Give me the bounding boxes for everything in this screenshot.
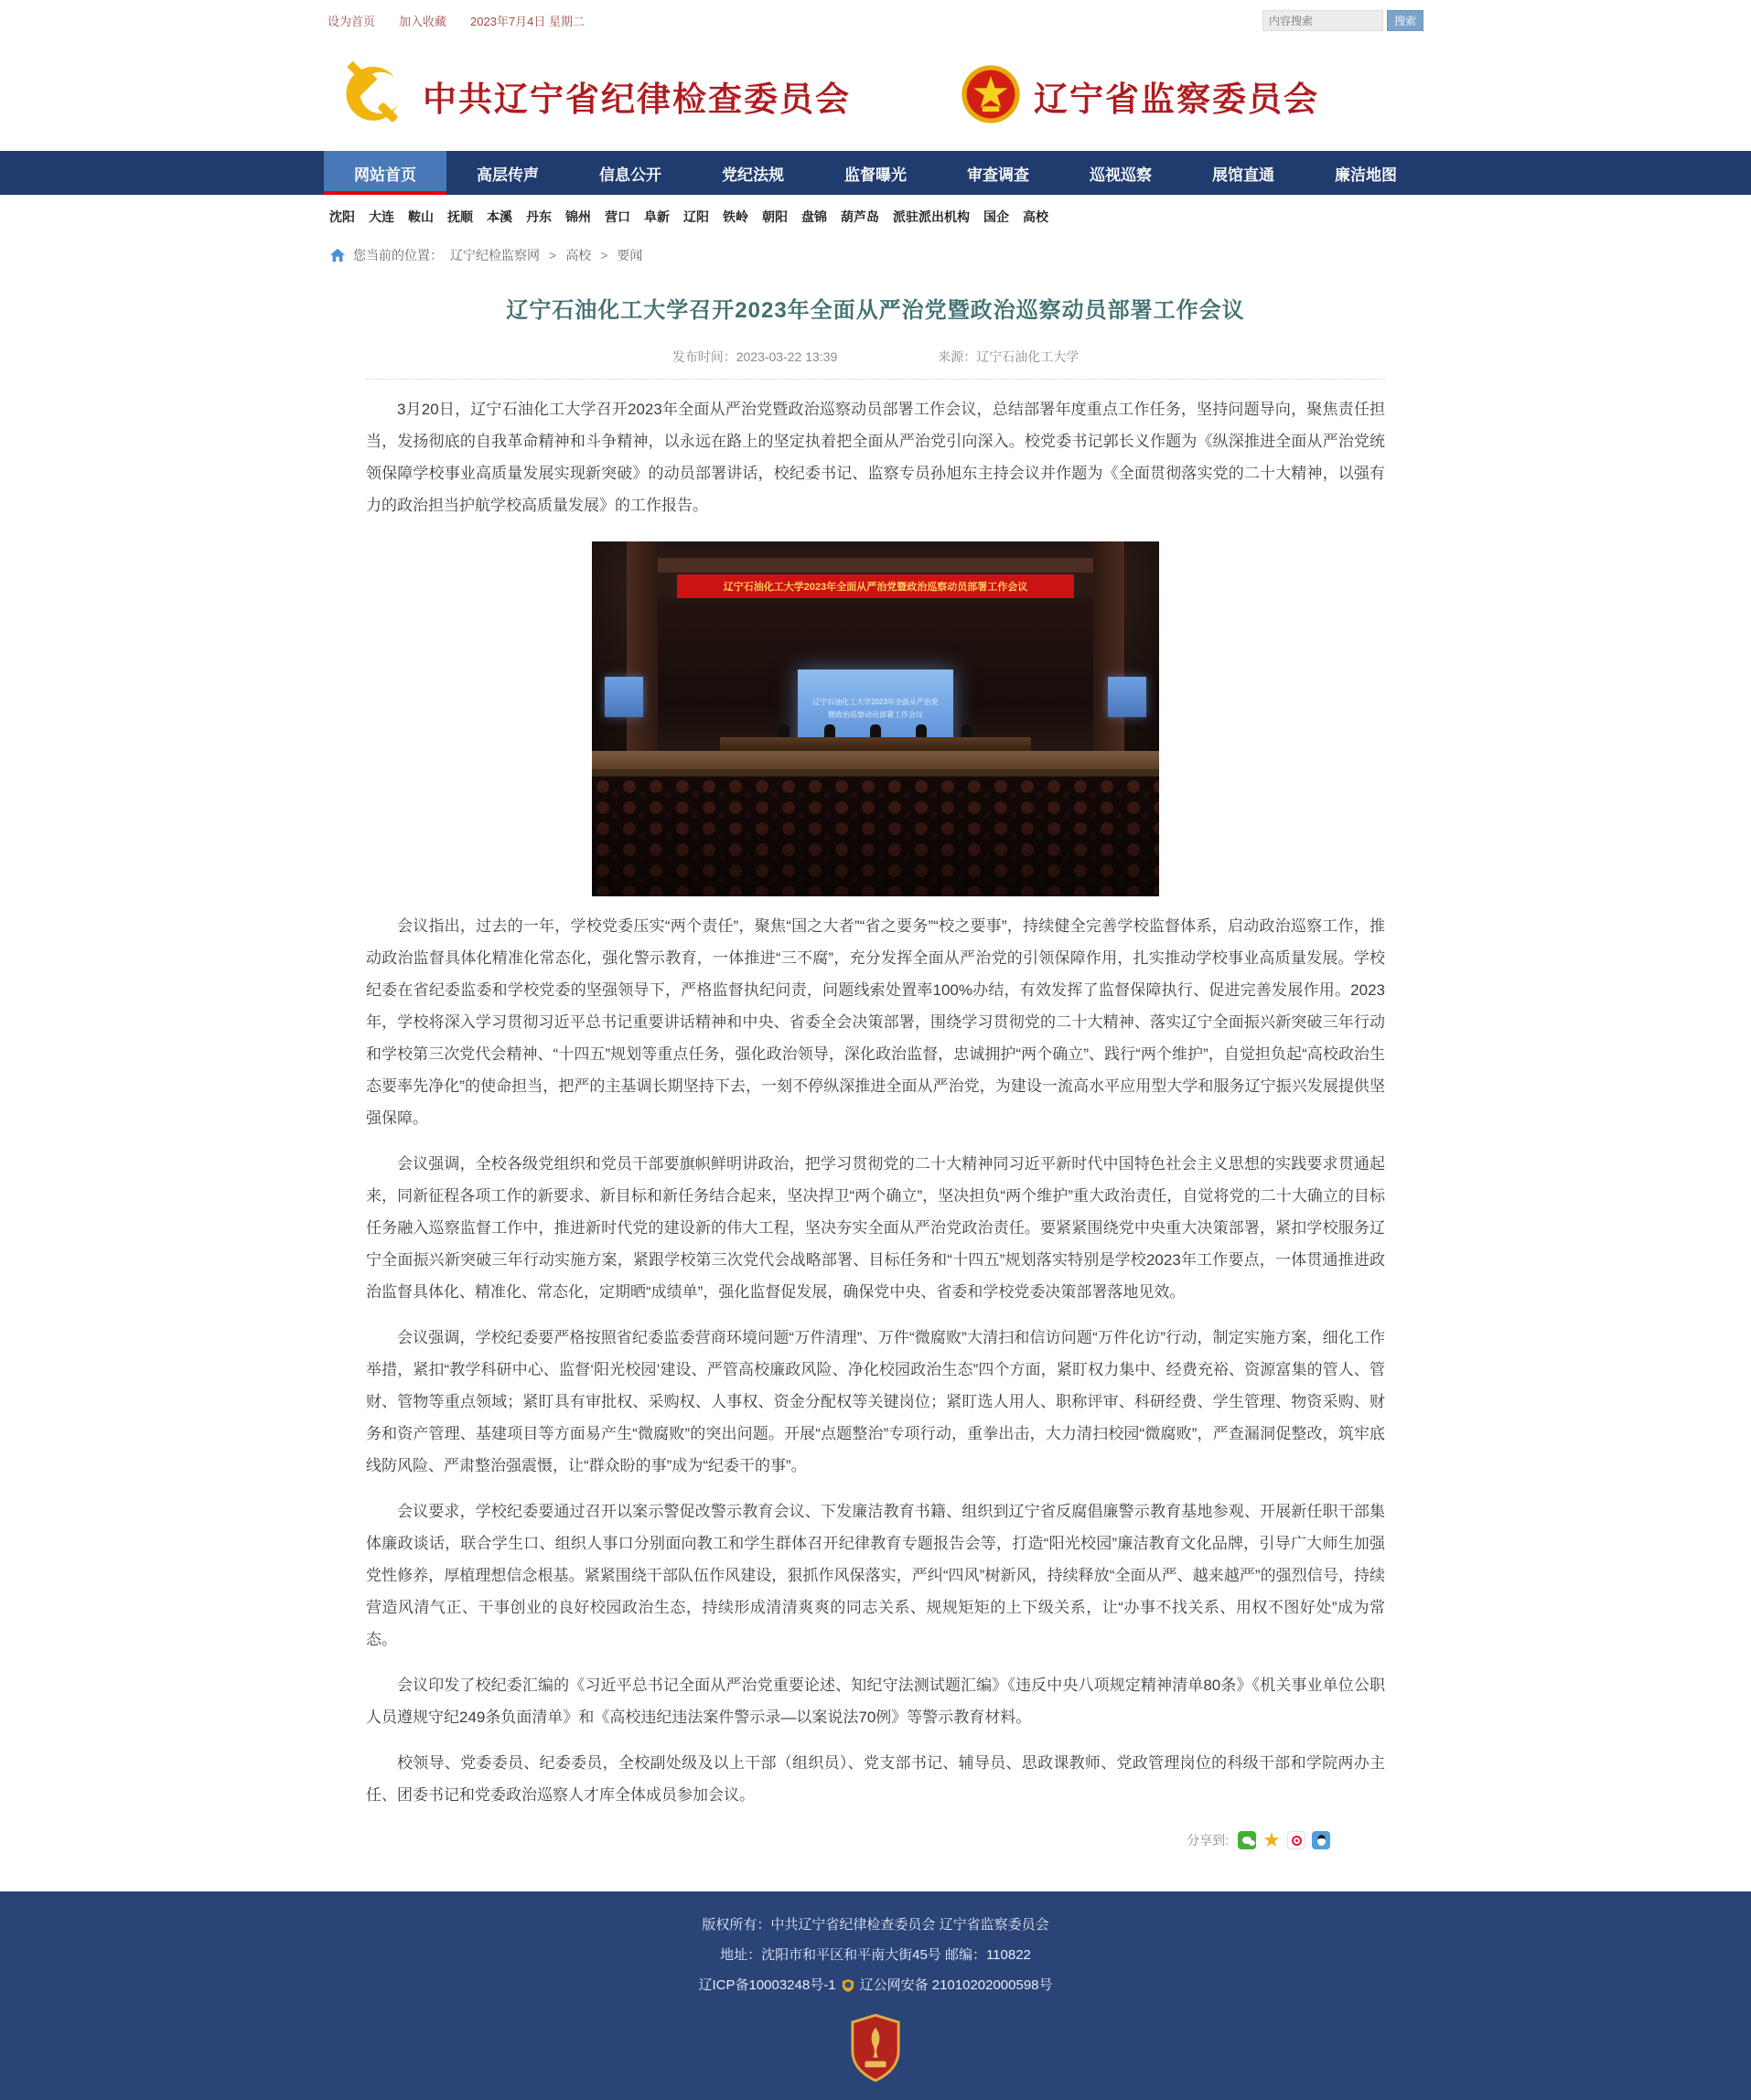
subnav-item[interactable]: 鞍山 bbox=[408, 209, 434, 224]
breadcrumb-separator: > bbox=[549, 248, 557, 262]
subnav-item[interactable]: 阜新 bbox=[644, 209, 670, 224]
subnav-item[interactable]: 高校 bbox=[1023, 209, 1048, 224]
breadcrumb-level1[interactable]: 高校 bbox=[565, 248, 592, 262]
site-footer bbox=[0, 1891, 1751, 2100]
breadcrumb-level2[interactable]: 要闻 bbox=[617, 248, 643, 262]
wechat-share-icon[interactable] bbox=[1238, 1831, 1256, 1849]
address-line: 地址：沈阳市和平区和平南大街45号 邮编：110822 bbox=[720, 1947, 1031, 1963]
stage-pillar bbox=[1093, 541, 1124, 770]
paragraph: 会议指出，过去的一年，学校党委压实“两个责任”，聚焦“国之大者”“省之要务”“校之要事”，持续健全完善学校监督体系，启动政治巡察工作，推动政治监督具体化精准化常态化，强化警示教育，一体推进“三不腐”，充分发挥全面从严治党的引领保障作用，扎实推动学校事业高质量发展。学校纪委在省纪委监委和学校党委的坚强领导下，严格监督执纪问责，问题线索处置率100%办结，有效发挥了监督保障执行、促进完善发展作用。2023年，学校将深入学习贯彻习近平总书记重要讲话精神和中央、省委全会决策部署，围绕学习贯彻党的二十大精神、落实辽宁全面振兴新突破三年行动和学校第三次党代会精神、“十四五”规划等重点任务，强化政治领导，深化政治监督，忠诚拥护“两个确立”、践行“两个维护”，自觉担负起“高校政治生态要率先净化”的使命担当，把严的主基调长期坚持下去，一刻不停纵深推进全面从严治党，为建设一流高水平应用型大学和服务辽宁振兴发展提供坚强保障。 bbox=[366, 917, 1385, 1127]
stage-banner-text: 辽宁石油化工大学2023年全面从严治党暨政治巡察动员部署工作会议 bbox=[723, 582, 1028, 593]
paragraph: 3月20日，辽宁石油化工大学召开2023年全面从严治党暨政治巡察动员部署工作会议，总结部署年度重点工作任务，坚持问题导向，聚焦责任担当，发扬彻底的自我革命精神和斗争精神，以永远在路上的坚定执着把全面从严治党引向深入。校党委书记郭长义作题为《纵深推进全面从严治党统领保障学校事业高质量发展实现新突破》的动员部署讲话，校纪委书记、监察专员孙旭东主持会议并作题为《全面贯彻落实党的二十大精神，以强有力的政治担当护航学校高质量发展》的工作报告。 bbox=[366, 401, 1385, 514]
paragraph: 会议印发了校纪委汇编的《习近平总书记全面从严治党重要论述、知纪守法测试题汇编》《违反中央八项规定精神清单80条》《机关事业单位公职人员遵规守纪249条负面清单》和《高校违纪违法案件警示录—以案说法70例》等警示教育材料。 bbox=[366, 1677, 1385, 1726]
breadcrumb-separator: > bbox=[600, 248, 608, 262]
nav-item[interactable]: 廉洁地图 bbox=[1335, 166, 1397, 184]
subnav-item[interactable]: 营口 bbox=[605, 209, 630, 224]
stage-floor bbox=[592, 751, 1159, 769]
side-screen bbox=[605, 677, 643, 717]
report-shield-badge[interactable] bbox=[849, 2013, 902, 2087]
qq-share-icon[interactable] bbox=[1312, 1831, 1330, 1849]
search-button[interactable]: 搜索 bbox=[1387, 10, 1423, 31]
top-bar bbox=[0, 0, 1751, 41]
beian-link[interactable]: 辽公网安备 21010202000598号 bbox=[859, 1977, 1053, 1993]
current-date: 2023年7月4日 星期二 bbox=[470, 15, 585, 28]
weibo-share-icon[interactable] bbox=[1287, 1831, 1305, 1849]
article-meta bbox=[366, 348, 1385, 380]
nav-item[interactable]: 党纪法规 bbox=[722, 166, 784, 184]
source-label: 来源： bbox=[938, 349, 977, 364]
conference-photo bbox=[592, 541, 1159, 896]
stage-banner bbox=[677, 574, 1074, 598]
nav-item[interactable]: 高层传声 bbox=[477, 166, 539, 184]
subnav-item[interactable]: 朝阳 bbox=[762, 209, 788, 224]
nav-item[interactable]: 巡视巡察 bbox=[1090, 166, 1152, 184]
article-source bbox=[938, 348, 1079, 366]
subnav-item[interactable]: 国企 bbox=[983, 209, 1009, 224]
stage-pillar bbox=[627, 541, 658, 770]
breadcrumb bbox=[0, 235, 1751, 273]
subnav-item[interactable]: 葫芦岛 bbox=[841, 209, 879, 224]
paragraph: 会议要求，学校纪委要通过召开以案示警促改警示教育会议、下发廉洁教育书籍、组织到辽宁省反腐倡廉警示教育基地参观、开展新任职干部集体廉政谈话，联合学生口、组织人事口分别面向教工和学生群体召开纪律教育专题报告会等，打造“阳光校园”廉洁教育文化品牌，引导广大师生加强党性修养，厚植理想信念根基。紧紧围绕干部队伍作风建设，狠抓作风保落实，严纠“四风”树新风，持续释放“全面从严、越来越严”的强烈信号，持续营造风清气正、干事创业的良好校园政治生态，持续形成清清爽爽的同志关系、规规矩矩的上下级关系，让“办事不找关系、用权不图好处”成为常态。 bbox=[366, 1503, 1385, 1648]
public-security-badge-icon bbox=[842, 1978, 854, 1993]
subnav-item[interactable]: 沈阳 bbox=[329, 209, 355, 224]
qzone-share-icon[interactable]: ★ bbox=[1262, 1828, 1281, 1851]
subnav-item[interactable]: 盘锦 bbox=[801, 209, 827, 224]
search-bar bbox=[1262, 10, 1423, 31]
nav-item[interactable]: 监督曝光 bbox=[844, 166, 907, 184]
publish-time bbox=[672, 348, 838, 366]
region-subnav bbox=[0, 195, 1751, 235]
cpc-logo-group bbox=[333, 56, 851, 137]
home-icon bbox=[329, 247, 346, 263]
party-emblem-icon bbox=[333, 56, 410, 137]
publish-time-value: 2023-03-22 13:39 bbox=[736, 349, 838, 364]
subnav-item[interactable]: 丹东 bbox=[526, 209, 552, 224]
screen-text: 暨政治巡察动员部署工作会议 bbox=[828, 710, 923, 719]
breadcrumb-label: 您当前的位置： bbox=[353, 248, 443, 262]
nav-item-home[interactable]: 网站首页 bbox=[324, 151, 446, 195]
source-value: 辽宁石油化工大学 bbox=[976, 349, 1080, 364]
subnav-item[interactable]: 辽阳 bbox=[683, 209, 709, 224]
stage-arch bbox=[647, 558, 1104, 573]
site-header bbox=[0, 41, 1751, 151]
side-screen bbox=[1108, 677, 1146, 717]
discipline-commission-title: 中共辽宁省纪律检查委员会 bbox=[423, 80, 851, 118]
subnav-item[interactable]: 大连 bbox=[369, 209, 394, 224]
icp-link[interactable]: 辽ICP备10003248号-1 bbox=[698, 1977, 836, 1993]
paragraph: 会议强调，全校各级党组织和党员干部要旗帜鲜明讲政治，把学习贯彻党的二十大精神同习近平新时代中国特色社会主义思想的实践要求贯通起来，同新征程各项工作的新要求、新目标和新任务结合起来，坚决捍卫“两个确立”，坚决担负“两个维护”重大政治责任，自觉将党的二十大确立的目标任务融入巡察监督工作中，推进新时代党的建设新的伟大工程，坚决夯实全面从严治党政治责任。要紧紧围绕党中央重大决策部署，紧扣学校服务辽宁全面振兴新突破三年行动实施方案，紧跟学校第三次党代会战略部署、目标任务和“十四五”规划落实特别是学校2023年工作要点，一体贯通推进政治监督具体化、精准化、常态化，定期晒“成绩单”，强化监督促发展，确保党中央、省委和学校党委决策部署落地见效。 bbox=[366, 1155, 1385, 1301]
set-homepage-link[interactable]: 设为首页 bbox=[328, 15, 376, 28]
search-input[interactable] bbox=[1262, 10, 1383, 31]
nav-item[interactable]: 信息公开 bbox=[599, 166, 661, 184]
nav-item[interactable]: 审查调查 bbox=[967, 166, 1029, 184]
paragraph: 校领导、党委委员、纪委委员，全校副处级及以上干部（组织员）、党支部书记、辅导员、思政课教师、党政管理岗位的科级干部和学院两办主任、团委书记和党委政治巡察人才库全体成员参加会议。 bbox=[366, 1754, 1385, 1804]
subnav-item[interactable]: 派驻派出机构 bbox=[893, 209, 970, 224]
supervision-logo-group bbox=[961, 64, 1319, 129]
breadcrumb-root[interactable]: 辽宁纪检监察网 bbox=[450, 248, 540, 262]
copyright-line: 版权所有：中共辽宁省纪律检查委员会 辽宁省监察委员会 bbox=[702, 1917, 1049, 1933]
paragraph: 会议强调，学校纪委要严格按照省纪委监委营商环境问题“万件清理”、万件“微腐败”大清扫和信访问题“万件化访”行动，制定实施方案，细化工作举措，紧扣“教学科研中心、监督‘阳光校园’建设、严管高校廉政风险、净化校园政治生态”四个方面，紧盯权力集中、经费充裕、资源富集的管人、管财、管物等重点领域；紧盯具有审批权、采购权、人事权、资金分配权等关键岗位；紧盯选人用人、职称评审、科研经费、学生管理、物资采购、财务和资产管理、基建项目等方面易产生“微腐败”的突出问题。开展“点题整治”专项行动，重拳出击，大力清扫校园“微腐败”，严查漏洞促整改，筑牢底线防风险、严肃整治强震慑，让“群众盼的事”成为“纪委干的事”。 bbox=[366, 1329, 1385, 1474]
article-body bbox=[324, 273, 1427, 1868]
publish-time-label: 发布时间： bbox=[671, 349, 736, 364]
add-favorite-link[interactable]: 加入收藏 bbox=[399, 15, 447, 28]
nav-item[interactable]: 展馆直通 bbox=[1212, 166, 1274, 184]
audience-seats bbox=[592, 777, 1159, 896]
subnav-item[interactable]: 锦州 bbox=[565, 209, 591, 224]
share-label: 分享到: bbox=[1187, 1833, 1229, 1848]
screen-text: 辽宁石油化工大学2023年全面从严治党 bbox=[812, 697, 939, 706]
article-title: 辽宁石油化工大学召开2023年全面从严治党暨政治巡察动员部署工作会议 bbox=[506, 298, 1245, 323]
national-emblem-icon bbox=[961, 64, 1021, 129]
main-nav bbox=[0, 151, 1751, 195]
share-row bbox=[366, 1811, 1385, 1859]
subnav-item[interactable]: 本溪 bbox=[487, 209, 512, 224]
subnav-item[interactable]: 抚顺 bbox=[447, 209, 473, 224]
subnav-item[interactable]: 铁岭 bbox=[723, 209, 748, 224]
supervision-commission-title: 辽宁省监察委员会 bbox=[1034, 80, 1319, 118]
